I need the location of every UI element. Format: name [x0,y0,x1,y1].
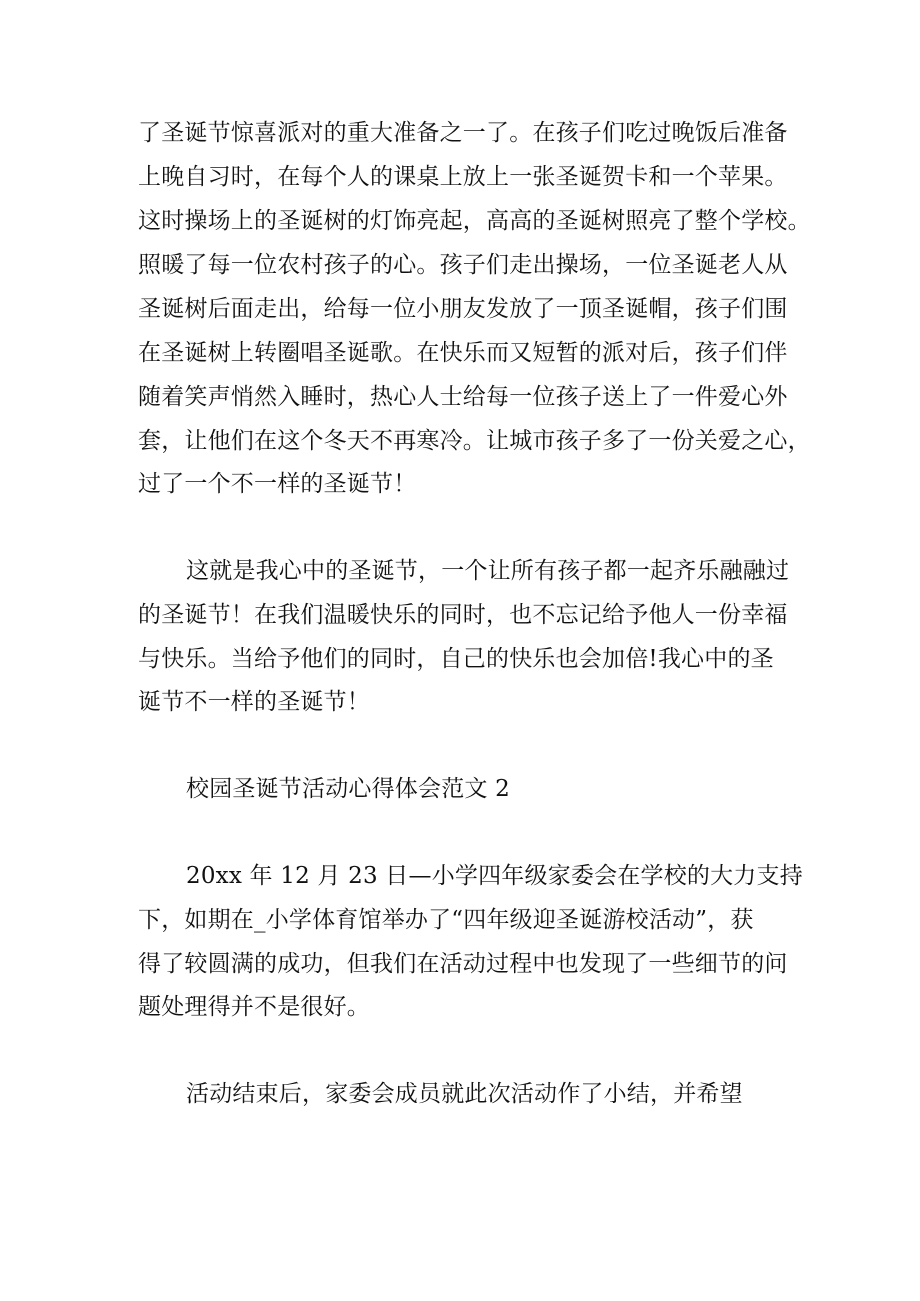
paragraph-1-line-6: 在圣诞树上转圈唱圣诞歌。在快乐而又短暂的派对后，孩子们伴 [138,340,788,366]
paragraph-4-line-1: 活动结束后，家委会成员就此次活动作了小结，并希望 [186,1081,743,1107]
paragraph-3-line-3: 得了较圆满的成功，但我们在活动过程中也发现了一些细节的问 [138,951,788,977]
paragraph-1-line-4: 照暖了每一位农村孩子的心。孩子们走出操场，一位圣诞老人从 [138,252,788,278]
paragraph-2-line-1: 这就是我心中的圣诞节，一个让所有孩子都一起齐乐融融过 [186,558,790,584]
paragraph-3-line-1: 20xx 年 12 月 23 日—小学四年级家委会在学校的大力支持 [186,863,803,889]
paragraph-1-line-3: 这时操场上的圣诞树的灯饰亮起，高高的圣诞树照亮了整个学校。 [138,208,811,234]
paragraph-1-line-5: 圣诞树后面走出，给每一位小朋友发放了一顶圣诞帽，孩子们围 [138,296,788,322]
paragraph-2-line-4: 诞节不一样的圣诞节！ [138,689,370,715]
paragraph-1-line-8: 套，让他们在这个冬天不再寒冷。让城市孩子多了一份关爱之心， [138,428,811,454]
paragraph-1-line-1: 了圣诞节惊喜派对的重大准备之一了。在孩子们吃过晚饭后准备 [138,120,788,146]
section-heading: 校园圣诞节活动心得体会范文 2 [186,776,510,802]
paragraph-3-line-2: 下，如期在_小学体育馆举办了“四年级迎圣诞游校活动”，获 [138,907,754,933]
paragraph-1-line-2: 上晚自习时，在每个人的课桌上放上一张圣诞贺卡和一个苹果。 [138,164,788,190]
paragraph-2-line-3: 与快乐。当给予他们的同时，自己的快乐也会加倍!我心中的圣 [138,646,774,672]
paragraph-1-line-7: 随着笑声悄然入睡时，热心人士给每一位孩子送上了一件爱心外 [138,384,788,410]
paragraph-1-line-9: 过了一个不一样的圣诞节！ [138,471,417,497]
paragraph-2-line-2: 的圣诞节！在我们温暖快乐的同时，也不忘记给予他人一份幸福 [138,602,788,628]
paragraph-3-line-4: 题处理得并不是很好。 [138,994,370,1020]
